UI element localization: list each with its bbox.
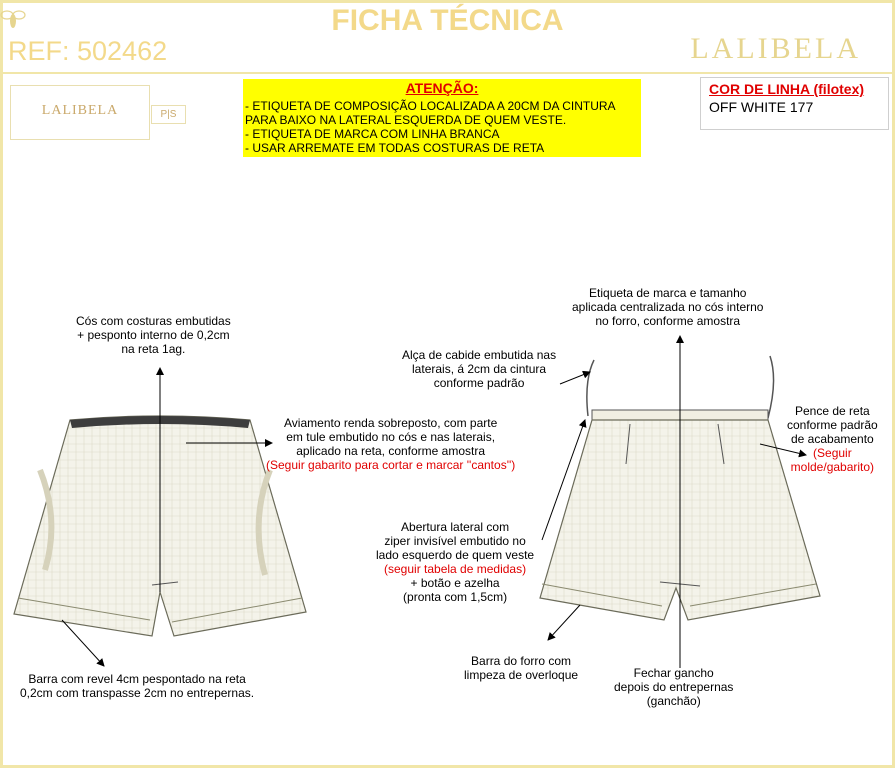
note-line: Aviamento renda sobreposto, com parte [284, 416, 498, 430]
note-line: + pesponto interno de 0,2cm [77, 328, 230, 342]
note-line: + botão e azelha [410, 576, 500, 590]
note-line: laterais, á 2cm da cintura [412, 362, 547, 376]
note-zipper [376, 520, 534, 604]
note-line: aplicado na reta, conforme amostra [296, 444, 486, 458]
note-gusset [614, 666, 733, 708]
note-brand-label [572, 286, 763, 328]
note-line: Alça de cabide embutida nas [402, 348, 557, 362]
note-lining-hem [464, 654, 578, 682]
note-line: limpeza de overloque [464, 668, 579, 682]
note-line: Barra com revel 4cm pespontado na reta [28, 672, 246, 686]
note-line: Abertura lateral com [401, 520, 510, 534]
note-line-red: (Seguir gabarito para cortar e marcar ''cantos'') [266, 458, 516, 472]
note-line-red: (seguir tabela de medidas) [384, 562, 527, 576]
note-line: lado esquerdo de quem veste [376, 548, 535, 562]
attention-title: ATENÇÃO: [405, 80, 479, 96]
note-line: Cós com costuras embutidas [76, 314, 231, 328]
note-line: na reta 1ag. [121, 342, 186, 356]
note-line: 0,2cm com transpasse 2cm no entrepernas. [20, 686, 255, 700]
attention-line: PARA BAIXO NA LATERAL ESQUERDA DE QUEM VESTE. [245, 113, 567, 127]
reference-code: REF: 502462 [8, 36, 168, 66]
note-line: de acabamento [791, 432, 874, 446]
note-line: aplicada centralizada no cós interno [572, 300, 764, 314]
brand-logo: LALIBELA [690, 32, 861, 65]
note-line: em tule embutido no cós e nas laterais, [286, 430, 496, 444]
note-line: ziper invisível embutido no [384, 534, 526, 548]
note-line: Barra do forro com [471, 654, 572, 668]
page-title: FICHA TÉCNICA [331, 4, 564, 37]
note-hanger-loop [402, 348, 556, 390]
note-line: Pence de reta [795, 404, 870, 418]
attention-line: - ETIQUETA DE MARCA COM LINHA BRANCA [245, 127, 500, 141]
attention-line: - ETIQUETA DE COMPOSIÇÃO LOCALIZADA A 20CM DA CINTURA [245, 99, 616, 113]
size-label-sample: P|S [151, 105, 186, 124]
note-line: (ganchão) [646, 694, 701, 708]
note-hem [20, 672, 254, 700]
attention-line: - USAR ARREMATE EM TODAS COSTURAS DE RETA [245, 141, 545, 155]
thread-color-title: COR DE LINHA (filotex) [709, 81, 865, 97]
note-line: conforme padrão [787, 418, 878, 432]
note-lace [266, 416, 515, 472]
note-line: (pronta com 1,5cm) [403, 590, 508, 604]
note-line-red: molde/gabarito) [790, 460, 875, 474]
note-line: no forro, conforme amostra [595, 314, 741, 328]
note-darts [787, 404, 878, 474]
thread-color-value: OFF WHITE 177 [709, 99, 814, 115]
note-line: Etiqueta de marca e tamanho [589, 286, 747, 300]
label-brand-text: LALIBELA [41, 103, 119, 118]
note-waistband [76, 314, 231, 356]
note-line: depois do entrepernas [614, 680, 734, 694]
note-line: Fechar gancho [633, 666, 714, 680]
note-line-red: (Seguir [813, 446, 852, 460]
note-line: conforme padrão [433, 376, 525, 390]
